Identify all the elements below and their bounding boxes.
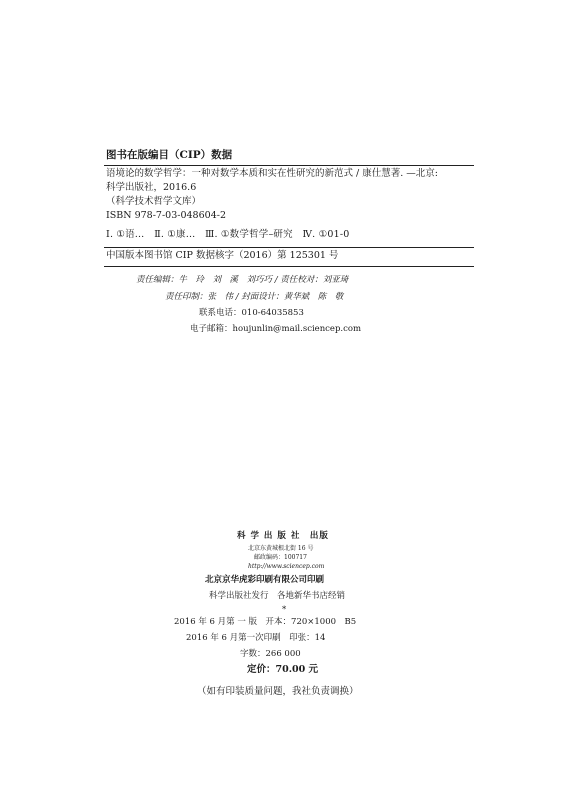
edition-line: 2016 年 6 月第 一 版 开本：720×1000 B5	[174, 617, 357, 627]
cip-number: 中国版本图书馆 CIP 数据核字（2016）第 125301 号	[106, 250, 339, 261]
cip-bottom-rule	[104, 266, 474, 267]
cip-title-line: 语境论的数学哲学：一种对数学本质和实在性研究的新范式 / 康仕慧著. —北京:	[106, 168, 438, 179]
cip-isbn: ISBN 978-7-03-048604-2	[106, 210, 226, 221]
cip-top-rule	[104, 165, 474, 166]
publisher-address: 北京东黄城根北街 16 号	[248, 545, 314, 552]
quality-notice: （如有印装质量问题，我社负责调换）	[197, 686, 359, 697]
publisher-name: 科 学 出 版 社 出版	[237, 531, 329, 541]
cip-classification: Ⅰ. ①语… Ⅱ. ①康… Ⅲ. ①数学哲学–研究 Ⅳ. ①01-0	[106, 229, 350, 240]
distribution-line: 科学出版社发行 各地新华书店经销	[209, 591, 346, 601]
cip-middle-rule	[104, 247, 474, 248]
cip-publisher-line: 科学出版社，2016.6	[106, 182, 197, 193]
separator-star: *	[282, 605, 287, 615]
cip-series-line: （科学技术哲学文库）	[106, 196, 202, 207]
publisher-url: http://www.sciencep.com	[248, 563, 325, 570]
printer-line: 北京京华虎彩印刷有限公司印刷	[205, 575, 325, 585]
contact-phone: 联系电话：010-64035853	[199, 308, 304, 318]
word-count: 字数：266 000	[240, 649, 301, 659]
editors-line: 责任编辑：牛 玲 刘 溪 刘巧巧 / 责任校对：刘亚琦	[136, 275, 349, 285]
publisher-postcode: 邮政编码：100717	[254, 554, 307, 561]
production-line: 责任印制：张 伟 / 封面设计：黄华斌 陈 敬	[165, 292, 344, 302]
printing-line: 2016 年 6 月第一次印刷 印张：14	[186, 633, 326, 643]
price: 定价：70.00 元	[247, 664, 319, 675]
contact-email: 电子邮箱：houjunlin@mail.sciencep.com	[190, 324, 362, 334]
cip-header: 图书在版编目（CIP）数据	[106, 149, 233, 161]
